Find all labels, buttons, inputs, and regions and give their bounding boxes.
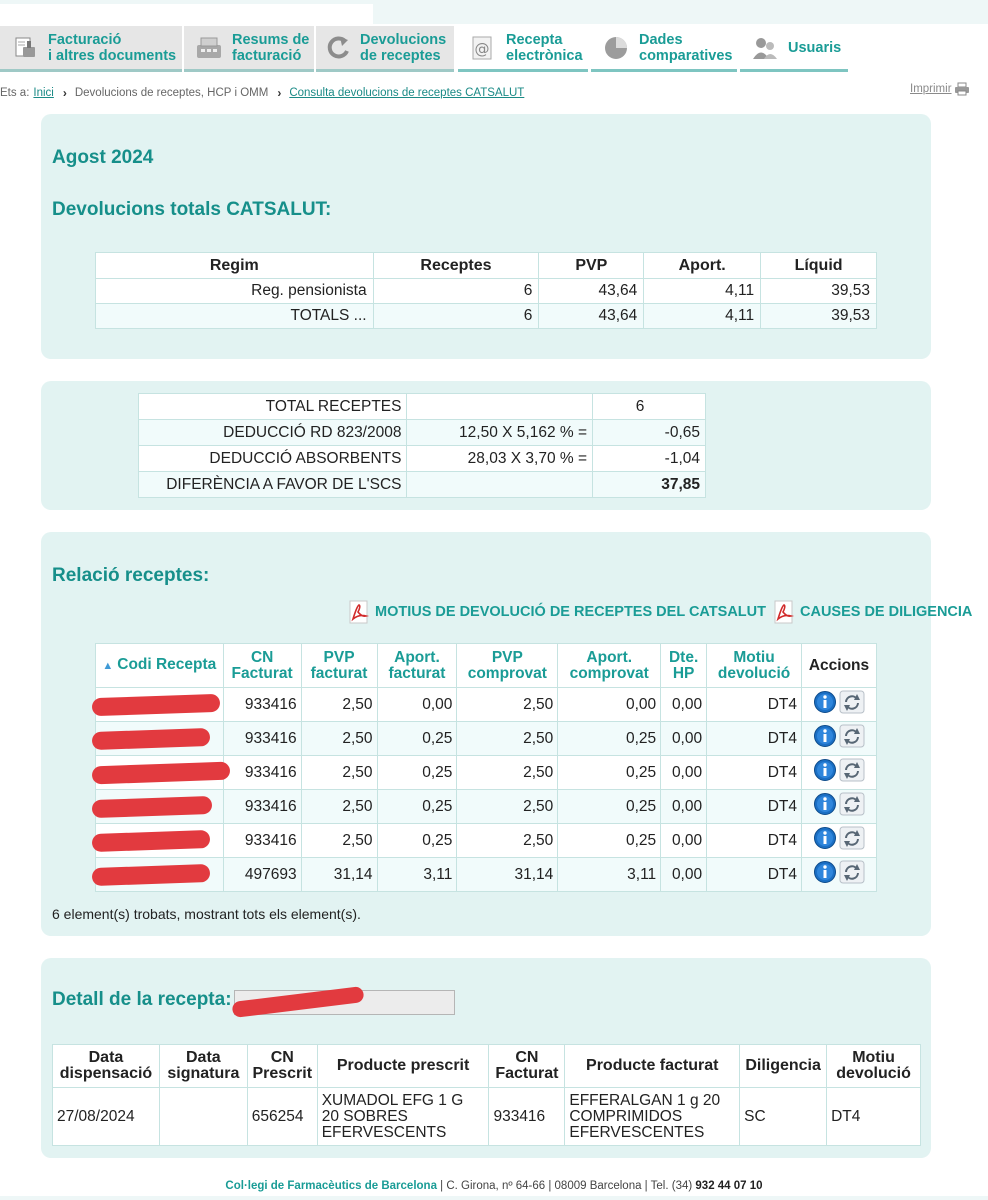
- table-row: [139, 472, 706, 498]
- cell: 2,50: [301, 824, 377, 858]
- actions-cell: [802, 824, 877, 858]
- cell: DT4: [827, 1088, 921, 1146]
- redaction-mark: [92, 694, 221, 716]
- cell: EFFERALGAN 1 g 20 COMPRIMIDOS EFERVESCENTES: [565, 1088, 740, 1146]
- info-icon[interactable]: [813, 826, 837, 855]
- col-header: CN Prescrit: [247, 1045, 317, 1088]
- table-row: [96, 279, 877, 304]
- cell: 6: [373, 304, 539, 329]
- tab-label: Usuaris: [788, 39, 842, 56]
- col-header: Líquid: [761, 253, 877, 279]
- footer-address: | C. Girona, nº 64-66 | 08009 Barcelona | Tel. (34): [436, 1180, 696, 1192]
- results-count: 6 element(s) trobats, mostrant tots els element(s).: [52, 906, 361, 922]
- cell: DEDUCCIÓ RD 823/2008: [139, 420, 407, 446]
- cell: 0,00: [558, 688, 661, 722]
- tab-label: Facturació i altres documents: [48, 31, 177, 64]
- cell: 2,50: [301, 790, 377, 824]
- cell: 0,25: [558, 824, 661, 858]
- cell: 0,00: [377, 688, 457, 722]
- tab-usuaris[interactable]: [740, 26, 848, 72]
- breadcrumb-current-link[interactable]: Consulta devolucions de receptes CATSALUT: [289, 87, 525, 99]
- col-header: Receptes: [373, 253, 539, 279]
- tab-dades-comparatives[interactable]: [591, 26, 737, 72]
- cell: 0,00: [661, 790, 707, 824]
- cell: 12,50 X 5,162 % =: [407, 420, 593, 446]
- cell: DT4: [707, 824, 802, 858]
- print-link[interactable]: [910, 82, 970, 96]
- redaction-mark: [92, 864, 211, 886]
- relacio-title: Relació receptes:: [52, 565, 210, 586]
- cell: 0,25: [558, 756, 661, 790]
- col-header: Producte facturat: [565, 1045, 740, 1088]
- breadcrumb-middle: Devolucions de receptes, HCP i OMM: [74, 87, 269, 99]
- col-header: PVP: [539, 253, 644, 279]
- refresh-icon[interactable]: [839, 826, 865, 855]
- redaction-mark: [92, 762, 231, 785]
- cell: 0,25: [377, 722, 457, 756]
- redaction-mark: [92, 830, 211, 852]
- cell: [159, 1088, 247, 1146]
- cell: 31,14: [457, 858, 558, 892]
- footer: [0, 1180, 988, 1192]
- return-arrow-icon: [324, 33, 354, 63]
- cell: 933416: [223, 824, 301, 858]
- cell: TOTAL RECEPTES: [139, 394, 407, 420]
- tab-devolucions[interactable]: [316, 26, 454, 72]
- cell: 2,50: [457, 756, 558, 790]
- cell: [407, 394, 593, 420]
- info-icon[interactable]: [813, 758, 837, 787]
- causes-diligencia-link[interactable]: [772, 600, 972, 624]
- cell: DEDUCCIÓ ABSORBENTS: [139, 446, 407, 472]
- cell: DT4: [707, 858, 802, 892]
- col-header: CN Facturat: [489, 1045, 565, 1088]
- cell: Reg. pensionista: [96, 279, 374, 304]
- pie-chart-icon: [601, 33, 631, 63]
- summary-title: Devolucions totals CATSALUT:: [52, 199, 332, 220]
- redaction-mark: [92, 796, 213, 818]
- info-icon[interactable]: [813, 860, 837, 889]
- tab-facturacio[interactable]: [0, 26, 182, 72]
- table-row: [139, 420, 706, 446]
- actions-cell: [802, 722, 877, 756]
- cell: 27/08/2024: [53, 1088, 160, 1146]
- detail-table: [52, 1044, 921, 1146]
- cell: 4,11: [644, 304, 761, 329]
- table-row: [139, 394, 706, 420]
- actions-cell: [802, 858, 877, 892]
- col-header: Aport.: [644, 253, 761, 279]
- cell: 933416: [223, 722, 301, 756]
- table-row-totals: [96, 304, 877, 329]
- tab-label: Recepta electrònica: [506, 31, 583, 64]
- col-header: PVP comprovat: [457, 644, 558, 688]
- cell: 933416: [223, 688, 301, 722]
- refresh-icon[interactable]: [839, 860, 865, 889]
- value: 6: [635, 397, 645, 415]
- col-header: CN Facturat: [223, 644, 301, 688]
- cell: 31,14: [301, 858, 377, 892]
- cell: DIFERÈNCIA A FAVOR DE L'SCS: [139, 472, 407, 498]
- pdf-links: [347, 600, 978, 624]
- cell: 0,00: [661, 688, 707, 722]
- detail-title: Detall de la recepta:: [52, 989, 232, 1010]
- info-icon[interactable]: [813, 690, 837, 719]
- col-header: Dte. HP: [661, 644, 707, 688]
- sort-codi-recepta[interactable]: [96, 644, 224, 688]
- table-row[interactable]: [96, 790, 877, 824]
- cell: 0,25: [377, 756, 457, 790]
- cell: 0,00: [661, 756, 707, 790]
- chevron-right-icon: ›: [62, 86, 67, 100]
- table-row: [139, 446, 706, 472]
- col-header: Accions: [802, 644, 877, 688]
- cell: 0,25: [558, 722, 661, 756]
- link-label: MOTIUS DE DEVOLUCIÓ DE RECEPTES DEL CATSALUT: [375, 604, 766, 620]
- top-band-left: [0, 0, 373, 4]
- tab-recepta-electronica[interactable]: [458, 26, 588, 72]
- cell: 0,25: [377, 790, 457, 824]
- cell: 497693: [223, 858, 301, 892]
- cell: 2,50: [301, 756, 377, 790]
- table-row[interactable]: [96, 756, 877, 790]
- cell: SC: [740, 1088, 827, 1146]
- refresh-icon[interactable]: [839, 758, 865, 787]
- tab-label: Dades comparatives: [639, 31, 733, 64]
- summary-table: [95, 252, 877, 329]
- svg-text:@: @: [474, 39, 490, 58]
- users-icon: [750, 33, 780, 63]
- codi-recepta-cell[interactable]: [96, 756, 224, 790]
- cell: 39,53: [761, 304, 877, 329]
- tab-resums[interactable]: [184, 26, 314, 72]
- cash-register-icon: [194, 33, 224, 63]
- cell: 0,25: [558, 790, 661, 824]
- actions-cell: [802, 790, 877, 824]
- main-nav: [0, 26, 988, 72]
- actions-cell: [802, 756, 877, 790]
- cell: 2,50: [457, 790, 558, 824]
- cell: DT4: [707, 790, 802, 824]
- codi-recepta-cell[interactable]: [96, 688, 224, 722]
- col-header: Motiu devolució: [827, 1045, 921, 1088]
- cell: 28,03 X 3,70 % =: [407, 446, 593, 472]
- breadcrumb-home-link[interactable]: Inici: [33, 87, 54, 99]
- cell: 933416: [489, 1088, 565, 1146]
- codi-recepta-cell[interactable]: [96, 858, 224, 892]
- cell: TOTALS ...: [96, 304, 374, 329]
- col-header: Data dispensació: [53, 1045, 160, 1088]
- cell: 0,00: [661, 824, 707, 858]
- cell: 933416: [223, 756, 301, 790]
- actions-cell: [802, 688, 877, 722]
- cell: 933416: [223, 790, 301, 824]
- info-icon[interactable]: [813, 724, 837, 753]
- cell: 43,64: [539, 279, 644, 304]
- pdf-icon: [347, 600, 371, 624]
- chevron-right-icon: ›: [277, 86, 282, 100]
- deductions-table: [138, 393, 706, 498]
- cell: 37,85: [593, 472, 706, 498]
- tab-label: Devolucions de receptes: [360, 31, 447, 64]
- col-header: Regim: [96, 253, 374, 279]
- pdf-icon: [772, 600, 796, 624]
- cell: 4,11: [644, 279, 761, 304]
- codi-recepta-cell[interactable]: [96, 824, 224, 858]
- breadcrumb: [0, 86, 524, 100]
- refresh-icon[interactable]: [839, 690, 865, 719]
- cell: 39,53: [761, 279, 877, 304]
- col-header: PVP facturat: [301, 644, 377, 688]
- col-header: Aport. facturat: [377, 644, 457, 688]
- col-header: Codi Recepta: [117, 656, 217, 673]
- cell: 2,50: [457, 722, 558, 756]
- cell: 43,64: [539, 304, 644, 329]
- cell: 0,00: [661, 858, 707, 892]
- refresh-icon[interactable]: [839, 724, 865, 753]
- cell: 2,50: [301, 722, 377, 756]
- col-header: Aport. comprovat: [558, 644, 661, 688]
- cell: 2,50: [457, 688, 558, 722]
- cell: DT4: [707, 688, 802, 722]
- col-header: Producte prescrit: [317, 1045, 489, 1088]
- cell: DT4: [707, 722, 802, 756]
- table-row: [53, 1088, 921, 1146]
- col-header: Diligencia: [740, 1045, 827, 1088]
- footer-org: Col·legi de Farmacèutics de Barcelona: [225, 1180, 437, 1192]
- footer-phone: 932 44 07 10: [695, 1180, 763, 1192]
- top-band: [373, 0, 988, 24]
- table-row[interactable]: [96, 688, 877, 722]
- motius-link[interactable]: [347, 600, 766, 624]
- refresh-icon[interactable]: [839, 792, 865, 821]
- sort-up-icon: ▲: [102, 660, 114, 672]
- cell: -0,65: [593, 420, 706, 446]
- breadcrumb-prefix: Ets a:: [0, 87, 30, 99]
- printer-icon: [954, 82, 970, 96]
- receptes-table: [95, 643, 877, 892]
- cell: 0,25: [377, 824, 457, 858]
- link-label: CAUSES DE DILIGENCIA: [800, 604, 973, 620]
- cell: 2,50: [457, 824, 558, 858]
- period-title: Agost 2024: [52, 147, 154, 168]
- table-row[interactable]: [96, 858, 877, 892]
- bottom-band: [0, 1196, 988, 1200]
- table-row[interactable]: [96, 722, 877, 756]
- col-header: Motiu devolució: [707, 644, 802, 688]
- cell: [593, 394, 706, 420]
- cell: -1,04: [593, 446, 706, 472]
- cell: 656254: [247, 1088, 317, 1146]
- tab-label: Resums de facturació: [232, 31, 310, 64]
- codi-recepta-cell[interactable]: [96, 790, 224, 824]
- cell: XUMADOL EFG 1 G 20 SOBRES EFERVESCENTS: [317, 1088, 489, 1146]
- codi-recepta-cell[interactable]: [96, 722, 224, 756]
- redaction-mark: [92, 728, 211, 750]
- document-stamp-icon: [10, 33, 40, 63]
- at-sign-icon: [468, 33, 498, 63]
- info-icon[interactable]: [813, 792, 837, 821]
- table-row[interactable]: [96, 824, 877, 858]
- cell: 3,11: [377, 858, 457, 892]
- cell: DT4: [707, 756, 802, 790]
- cell: 3,11: [558, 858, 661, 892]
- cell: 6: [373, 279, 539, 304]
- cell: 2,50: [301, 688, 377, 722]
- cell: [407, 472, 593, 498]
- print-label: Imprimir: [910, 83, 952, 95]
- col-header: Data signatura: [159, 1045, 247, 1088]
- cell: 0,00: [661, 722, 707, 756]
